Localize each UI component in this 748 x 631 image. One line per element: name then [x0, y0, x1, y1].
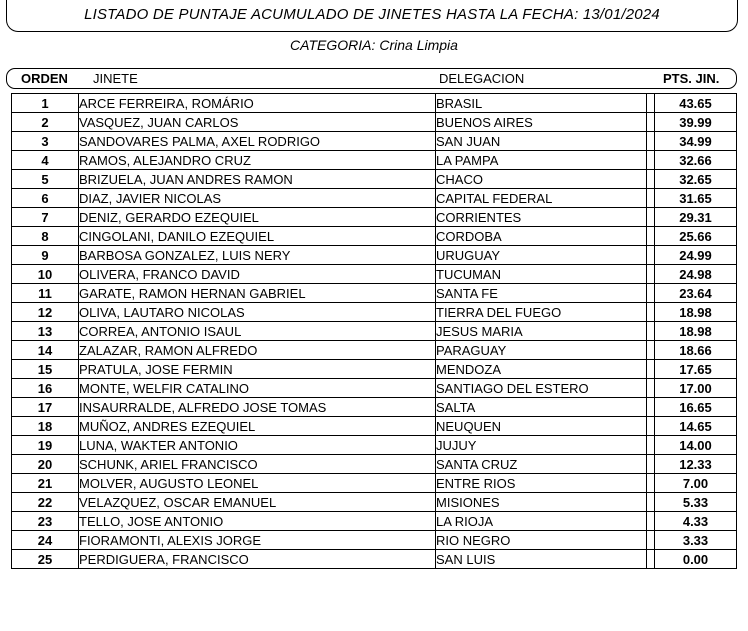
- pts-cell: 24.98: [655, 265, 737, 284]
- table-row: [12, 113, 737, 132]
- table-row: [12, 379, 737, 398]
- orden-cell: 15: [12, 360, 79, 379]
- orden-cell: 19: [12, 436, 79, 455]
- jinete-cell: DIAZ, JAVIER NICOLAS: [79, 189, 436, 208]
- delegacion-cell: MISIONES: [436, 493, 647, 512]
- table-row: [12, 474, 737, 493]
- jinete-cell: PERDIGUERA, FRANCISCO: [79, 550, 436, 569]
- column-spacer: [647, 360, 655, 379]
- table-row: [12, 455, 737, 474]
- column-spacer: [647, 94, 655, 113]
- pts-cell: 5.33: [655, 493, 737, 512]
- delegacion-cell: LA RIOJA: [436, 512, 647, 531]
- column-spacer: [647, 246, 655, 265]
- column-spacer: [647, 189, 655, 208]
- jinete-cell: DENIZ, GERARDO EZEQUIEL: [79, 208, 436, 227]
- column-spacer: [647, 512, 655, 531]
- header-delegacion: DELEGACION: [439, 71, 525, 86]
- orden-cell: 10: [12, 265, 79, 284]
- report-title: LISTADO DE PUNTAJE ACUMULADO DE JINETES HASTA LA FECHA: 13/01/2024: [84, 6, 660, 23]
- orden-cell: 3: [12, 132, 79, 151]
- delegacion-cell: ENTRE RIOS: [436, 474, 647, 493]
- column-spacer: [647, 398, 655, 417]
- table-row: [12, 360, 737, 379]
- table-row: [12, 246, 737, 265]
- delegacion-cell: BRASIL: [436, 94, 647, 113]
- column-spacer: [647, 417, 655, 436]
- pts-cell: 29.31: [655, 208, 737, 227]
- jinete-cell: VELAZQUEZ, OSCAR EMANUEL: [79, 493, 436, 512]
- orden-cell: 16: [12, 379, 79, 398]
- delegacion-cell: URUGUAY: [436, 246, 647, 265]
- delegacion-cell: LA PAMPA: [436, 151, 647, 170]
- jinete-cell: TELLO, JOSE ANTONIO: [79, 512, 436, 531]
- table-row: [12, 284, 737, 303]
- table-row: [12, 151, 737, 170]
- pts-cell: 7.00: [655, 474, 737, 493]
- header-pts: PTS. JIN.: [663, 71, 720, 86]
- delegacion-cell: RIO NEGRO: [436, 531, 647, 550]
- table-row: [12, 436, 737, 455]
- pts-cell: 17.65: [655, 360, 737, 379]
- table-row: [12, 208, 737, 227]
- orden-cell: 22: [12, 493, 79, 512]
- delegacion-cell: CAPITAL FEDERAL: [436, 189, 647, 208]
- column-spacer: [647, 341, 655, 360]
- jinete-cell: MOLVER, AUGUSTO LEONEL: [79, 474, 436, 493]
- column-spacer: [647, 303, 655, 322]
- orden-cell: 24: [12, 531, 79, 550]
- column-spacer: [647, 113, 655, 132]
- orden-cell: 9: [12, 246, 79, 265]
- jinete-cell: LUNA, WAKTER ANTONIO: [79, 436, 436, 455]
- orden-cell: 1: [12, 94, 79, 113]
- table-row: [12, 398, 737, 417]
- delegacion-cell: SAN JUAN: [436, 132, 647, 151]
- column-spacer: [647, 265, 655, 284]
- table-row: [12, 189, 737, 208]
- column-spacer: [647, 284, 655, 303]
- table-row: [12, 227, 737, 246]
- orden-cell: 8: [12, 227, 79, 246]
- pts-cell: 14.65: [655, 417, 737, 436]
- pts-cell: 18.98: [655, 322, 737, 341]
- delegacion-cell: SAN LUIS: [436, 550, 647, 569]
- table-row: [12, 303, 737, 322]
- header-jinete: JINETE: [93, 71, 138, 86]
- jinete-cell: MUÑOZ, ANDRES EZEQUIEL: [79, 417, 436, 436]
- column-spacer: [647, 531, 655, 550]
- orden-cell: 6: [12, 189, 79, 208]
- column-spacer: [647, 379, 655, 398]
- jinete-cell: FIORAMONTI, ALEXIS JORGE: [79, 531, 436, 550]
- jinete-cell: RAMOS, ALEJANDRO CRUZ: [79, 151, 436, 170]
- delegacion-cell: SANTA CRUZ: [436, 455, 647, 474]
- pts-cell: 12.33: [655, 455, 737, 474]
- orden-cell: 4: [12, 151, 79, 170]
- jinete-cell: ARCE FERREIRA, ROMÁRIO: [79, 94, 436, 113]
- column-spacer: [647, 208, 655, 227]
- table-row: [12, 512, 737, 531]
- jinete-cell: BRIZUELA, JUAN ANDRES RAMON: [79, 170, 436, 189]
- pts-cell: 18.66: [655, 341, 737, 360]
- delegacion-cell: JESUS MARIA: [436, 322, 647, 341]
- table-row: [12, 531, 737, 550]
- jinete-cell: CORREA, ANTONIO ISAUL: [79, 322, 436, 341]
- jinete-cell: MONTE, WELFIR CATALINO: [79, 379, 436, 398]
- jinete-cell: GARATE, RAMON HERNAN GABRIEL: [79, 284, 436, 303]
- delegacion-cell: TIERRA DEL FUEGO: [436, 303, 647, 322]
- column-spacer: [647, 493, 655, 512]
- delegacion-cell: CHACO: [436, 170, 647, 189]
- category-label: CATEGORIA:: [290, 37, 376, 53]
- orden-cell: 11: [12, 284, 79, 303]
- orden-cell: 13: [12, 322, 79, 341]
- column-spacer: [647, 455, 655, 474]
- jinete-cell: OLIVA, LAUTARO NICOLAS: [79, 303, 436, 322]
- report-title-box: [6, 0, 738, 32]
- jinete-cell: SANDOVARES PALMA, AXEL RODRIGO: [79, 132, 436, 151]
- category-line: [0, 37, 748, 53]
- pts-cell: 0.00: [655, 550, 737, 569]
- delegacion-cell: CORDOBA: [436, 227, 647, 246]
- table-header: [6, 68, 737, 89]
- orden-cell: 5: [12, 170, 79, 189]
- pts-cell: 32.66: [655, 151, 737, 170]
- pts-cell: 31.65: [655, 189, 737, 208]
- pts-cell: 14.00: [655, 436, 737, 455]
- category-value: Crina Limpia: [379, 37, 458, 53]
- pts-cell: 43.65: [655, 94, 737, 113]
- table-row: [12, 417, 737, 436]
- ranking-table: [11, 93, 737, 569]
- orden-cell: 2: [12, 113, 79, 132]
- jinete-cell: VASQUEZ, JUAN CARLOS: [79, 113, 436, 132]
- jinete-cell: PRATULA, JOSE FERMIN: [79, 360, 436, 379]
- pts-cell: 39.99: [655, 113, 737, 132]
- pts-cell: 3.33: [655, 531, 737, 550]
- column-spacer: [647, 132, 655, 151]
- table-row: [12, 341, 737, 360]
- orden-cell: 21: [12, 474, 79, 493]
- pts-cell: 16.65: [655, 398, 737, 417]
- delegacion-cell: PARAGUAY: [436, 341, 647, 360]
- jinete-cell: OLIVERA, FRANCO DAVID: [79, 265, 436, 284]
- orden-cell: 14: [12, 341, 79, 360]
- orden-cell: 12: [12, 303, 79, 322]
- pts-cell: 24.99: [655, 246, 737, 265]
- column-spacer: [647, 151, 655, 170]
- header-orden: ORDEN: [21, 71, 68, 86]
- delegacion-cell: JUJUY: [436, 436, 647, 455]
- jinete-cell: BARBOSA GONZALEZ, LUIS NERY: [79, 246, 436, 265]
- pts-cell: 34.99: [655, 132, 737, 151]
- table-row: [12, 94, 737, 113]
- jinete-cell: ZALAZAR, RAMON ALFREDO: [79, 341, 436, 360]
- ranking-table-body: [12, 94, 737, 569]
- orden-cell: 23: [12, 512, 79, 531]
- table-row: [12, 132, 737, 151]
- column-spacer: [647, 322, 655, 341]
- jinete-cell: INSAURRALDE, ALFREDO JOSE TOMAS: [79, 398, 436, 417]
- pts-cell: 23.64: [655, 284, 737, 303]
- orden-cell: 18: [12, 417, 79, 436]
- delegacion-cell: SANTIAGO DEL ESTERO: [436, 379, 647, 398]
- pts-cell: 25.66: [655, 227, 737, 246]
- delegacion-cell: CORRIENTES: [436, 208, 647, 227]
- column-spacer: [647, 550, 655, 569]
- pts-cell: 17.00: [655, 379, 737, 398]
- orden-cell: 20: [12, 455, 79, 474]
- delegacion-cell: BUENOS AIRES: [436, 113, 647, 132]
- orden-cell: 25: [12, 550, 79, 569]
- orden-cell: 17: [12, 398, 79, 417]
- table-row: [12, 265, 737, 284]
- delegacion-cell: SALTA: [436, 398, 647, 417]
- column-spacer: [647, 227, 655, 246]
- table-row: [12, 493, 737, 512]
- table-row: [12, 322, 737, 341]
- delegacion-cell: NEUQUEN: [436, 417, 647, 436]
- jinete-cell: SCHUNK, ARIEL FRANCISCO: [79, 455, 436, 474]
- column-spacer: [647, 170, 655, 189]
- table-row: [12, 170, 737, 189]
- orden-cell: 7: [12, 208, 79, 227]
- delegacion-cell: TUCUMAN: [436, 265, 647, 284]
- column-spacer: [647, 474, 655, 493]
- pts-cell: 18.98: [655, 303, 737, 322]
- jinete-cell: CINGOLANI, DANILO EZEQUIEL: [79, 227, 436, 246]
- table-row: [12, 550, 737, 569]
- pts-cell: 4.33: [655, 512, 737, 531]
- delegacion-cell: MENDOZA: [436, 360, 647, 379]
- column-spacer: [647, 436, 655, 455]
- pts-cell: 32.65: [655, 170, 737, 189]
- delegacion-cell: SANTA FE: [436, 284, 647, 303]
